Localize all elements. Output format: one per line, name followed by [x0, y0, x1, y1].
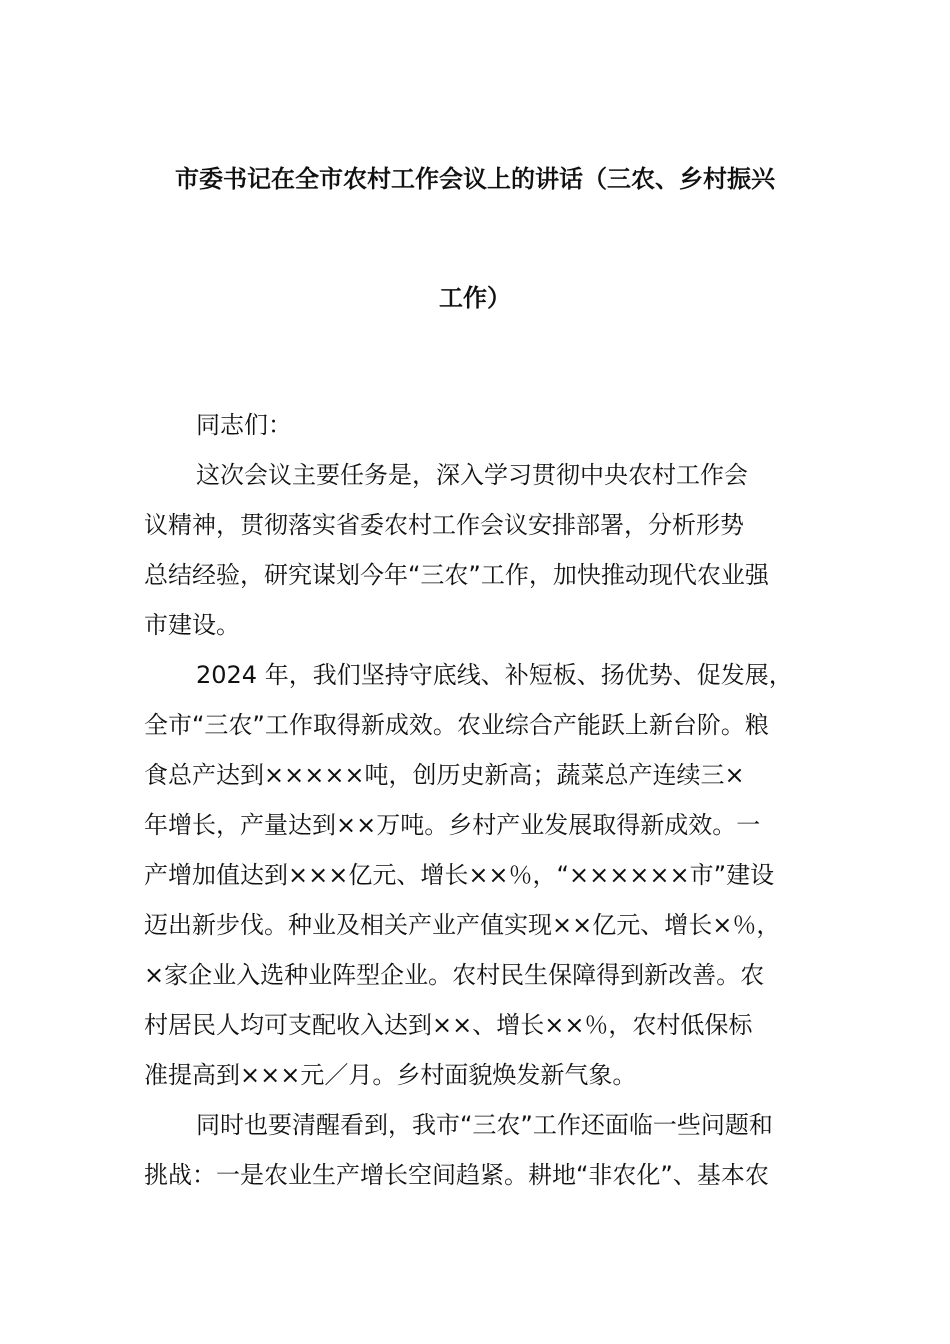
paragraph-line: 产增加值达到×××亿元、增长××％，“××××××市”建设: [144, 861, 775, 889]
paragraph-line: ×家企业入选种业阵型企业。农村民生保障得到新改善。农: [144, 961, 765, 989]
paragraph-line: 准提高到×××元／月。乡村面貌焕发新气象。: [144, 1061, 637, 1089]
document-body: [144, 400, 834, 1200]
paragraph-line: 村居民人均可支配收入达到××、增长××％，农村低保标: [144, 1011, 753, 1039]
salutation: 同志们：: [196, 411, 292, 439]
paragraph-line: 食总产达到×××××吨，创历史新高；蔬菜总产连续三×: [144, 761, 745, 789]
paragraph-line: 这次会议主要任务是，深入学习贯彻中央农村工作会: [196, 461, 748, 489]
paragraph-line: 迈出新步伐。种业及相关产业产值实现××亿元、增长×％，: [144, 911, 781, 939]
paragraph-line: 同时也要清醒看到，我市“三农”工作还面临一些问题和: [196, 1111, 773, 1139]
document-title-line-1: 市委书记在全市农村工作会议上的讲话（三农、乡村振兴: [175, 165, 775, 193]
paragraph-line: 年增长，产量达到××万吨。乡村产业发展取得新成效。一: [144, 811, 761, 839]
paragraph-line: 全市“三农”工作取得新成效。农业综合产能跃上新台阶。粮: [144, 711, 769, 739]
paragraph-line: 市建设。: [144, 611, 240, 639]
document-title-line-2: 工作）: [439, 284, 511, 312]
paragraph-line: 议精神，贯彻落实省委农村工作会议安排部署，分析形势: [144, 511, 744, 539]
paragraph-line: 2024 年，我们坚持守底线、补短板、扬优势、促发展，: [196, 661, 793, 689]
paragraph-line: 挑战：一是农业生产增长空间趋紧。耕地“非农化”、基本农: [144, 1161, 769, 1189]
paragraph-line: 总结经验，研究谋划今年“三农”工作，加快推动现代农业强: [144, 561, 769, 589]
